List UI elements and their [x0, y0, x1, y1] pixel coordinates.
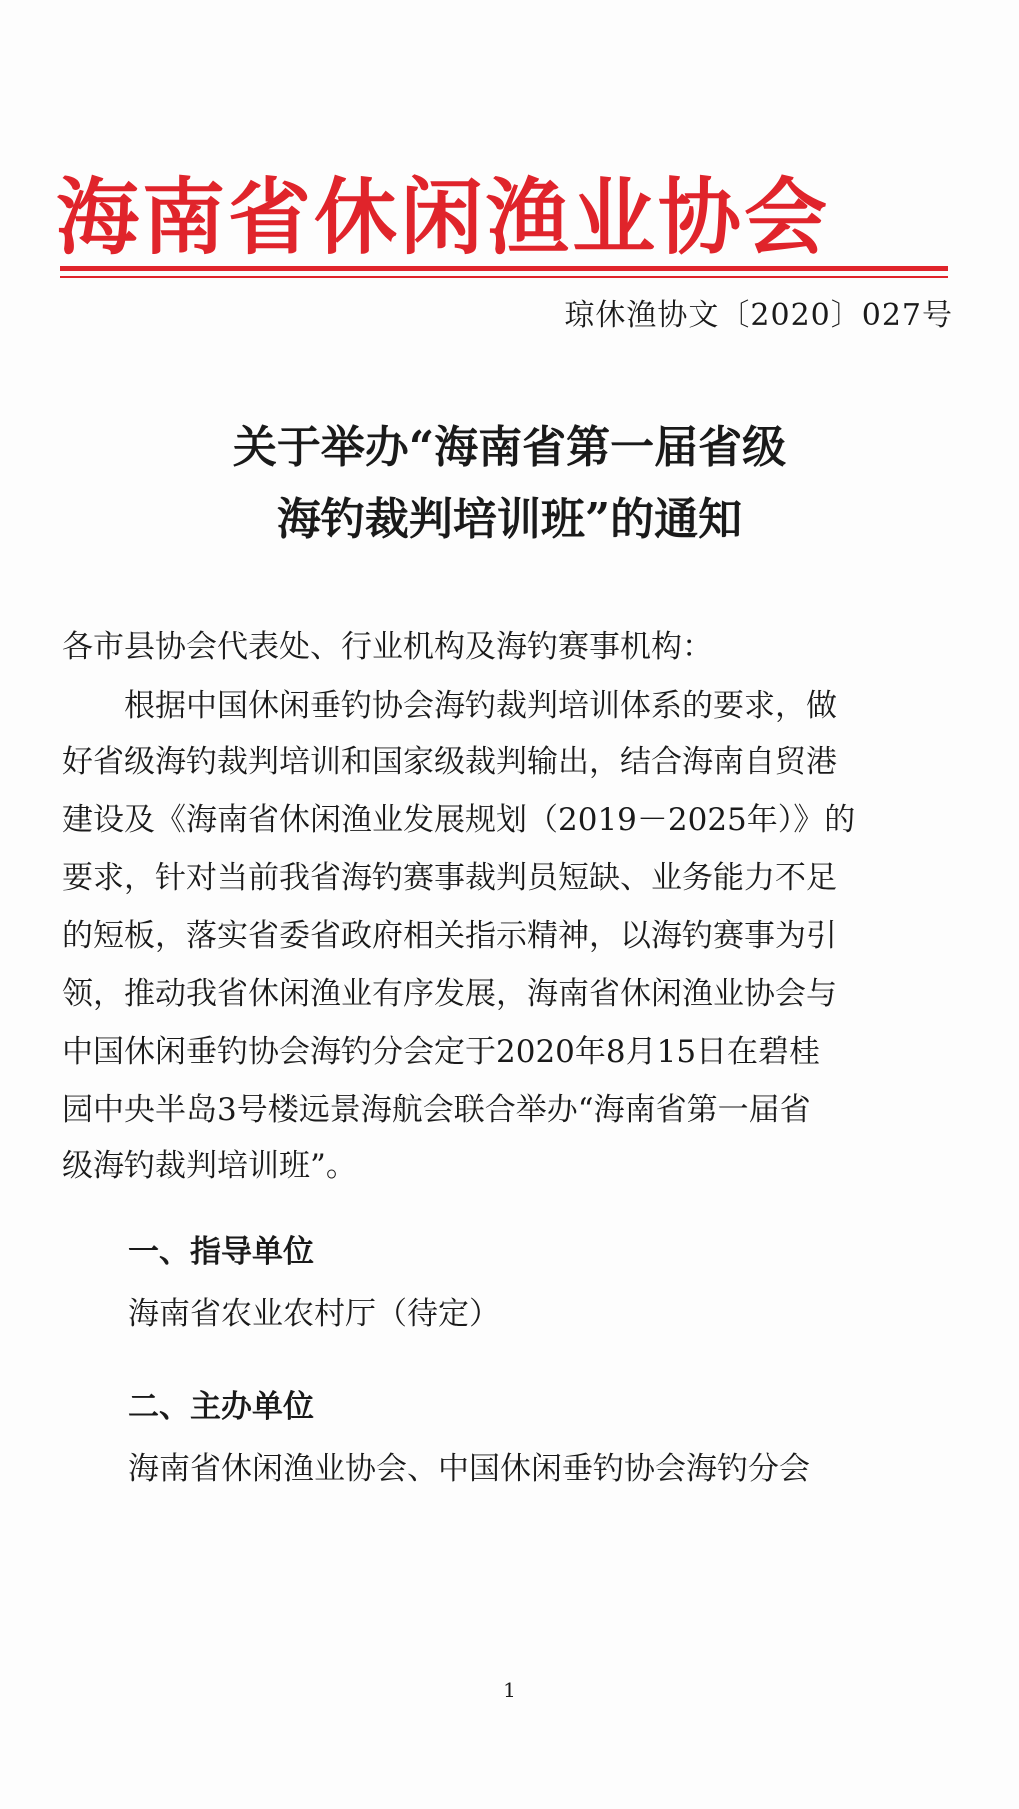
section-heading-organizer: 二、主办单位: [128, 1389, 314, 1425]
body-line: 好省级海钓裁判培训和国家级裁判输出，结合海南自贸港: [62, 744, 837, 780]
section-content-organizer: 海南省休闲渔业协会、中国休闲垂钓协会海钓分会: [128, 1451, 810, 1487]
document-title-line-1: 关于举办“海南省第一届省级: [232, 422, 787, 473]
body-line: 要求，针对当前我省海钓赛事裁判员短缺、业务能力不足: [62, 860, 837, 896]
letterhead-rule-thick: [60, 266, 948, 271]
section-content-guiding-unit: 海南省农业农村厅（待定）: [128, 1296, 500, 1332]
letterhead-organization: 海南省休闲渔业协会: [56, 169, 830, 266]
body-line: 建设及《海南省休闲渔业发展规划（2019－2025年）》的: [62, 802, 856, 838]
body-line: 的短板，落实省委省政府相关指示精神，以海钓赛事为引: [62, 918, 837, 954]
body-line: 园中央半岛3号楼远景海航会联合举办“海南省第一届省: [62, 1092, 811, 1128]
letterhead-rule-thin: [60, 276, 948, 278]
body-line: 领，推动我省休闲渔业有序发展，海南省休闲渔业协会与: [62, 976, 837, 1012]
body-line: 根据中国休闲垂钓协会海钓裁判培训体系的要求，做: [62, 688, 837, 724]
document-title-line-2: 海钓裁判培训班”的通知: [276, 494, 743, 545]
document-number: 琼休渔协文〔2020〕027号: [564, 298, 953, 333]
salutation: 各市县协会代表处、行业机构及海钓赛事机构：: [62, 629, 713, 665]
section-heading-guiding-unit: 一、指导单位: [128, 1234, 314, 1270]
body-line: 级海钓裁判培训班”。: [62, 1148, 357, 1184]
page-number: 1: [503, 1678, 516, 1702]
body-line: 中国休闲垂钓协会海钓分会定于2020年8月15日在碧桂: [62, 1034, 821, 1070]
